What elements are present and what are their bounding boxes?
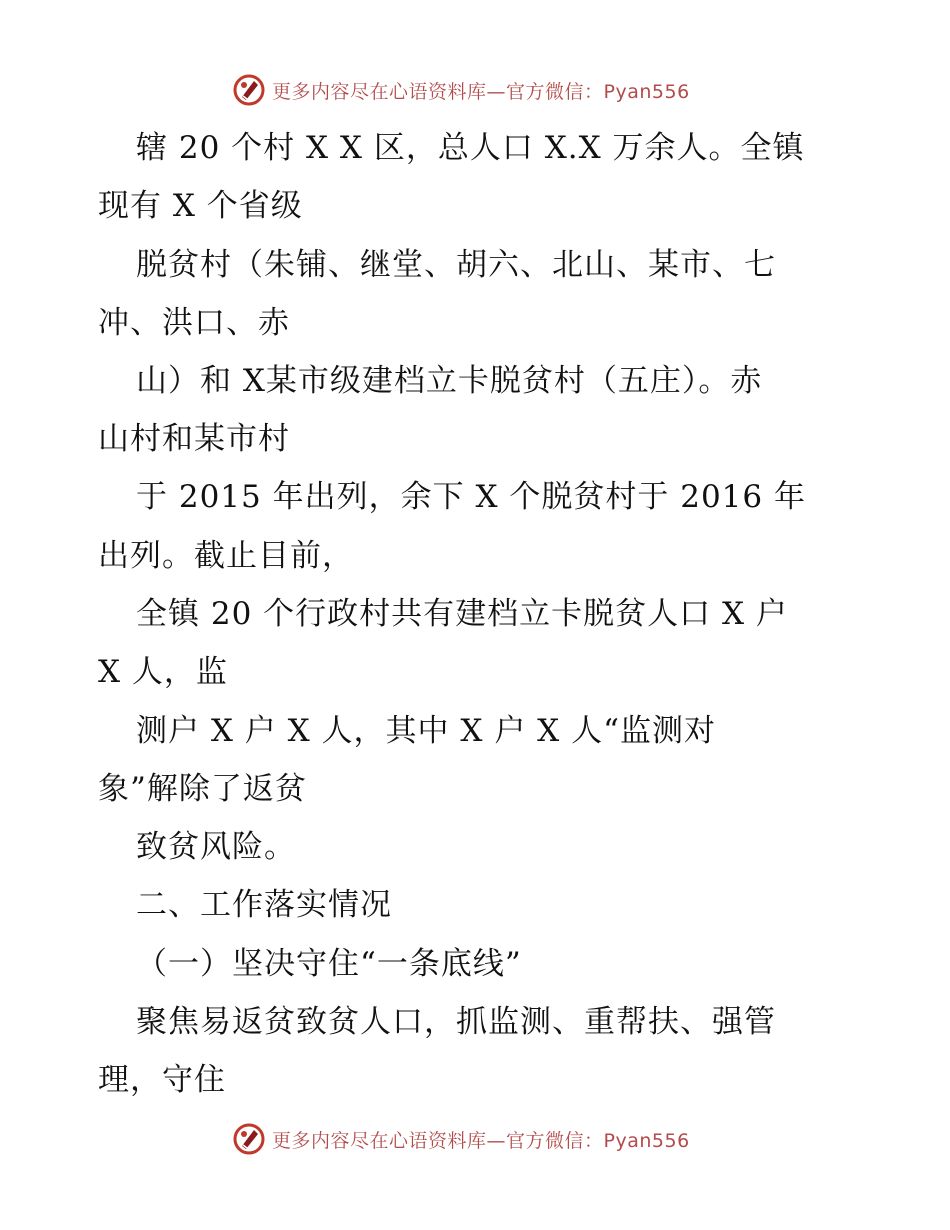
text-line: 现有 X 个省级: [98, 188, 303, 224]
text-line: 山）和 X某市级建档立卡脱贫村（五庄）。赤: [136, 363, 763, 399]
banner-text: 更多内容尽在心语资料库—官方微信：Pyan556: [272, 1129, 690, 1152]
subsection-heading: （一）坚决守住“一条底线”: [136, 946, 522, 982]
text-line: 出列。截止目前，: [98, 538, 354, 574]
text-line: 于 2015 年出列，余下 X 个脱贫村于 2016 年: [136, 479, 806, 515]
text-line: 冲、洪口、赤: [98, 305, 290, 341]
text-line: 脱贫村（朱铺、继堂、胡六、北山、某市、七: [136, 247, 776, 283]
text-line: 象”解除了返贫: [98, 771, 307, 807]
footer-banner: [232, 1121, 690, 1157]
banner-text: 更多内容尽在心语资料库—官方微信：Pyan556: [272, 80, 690, 103]
text-line: 全镇 20 个行政村共有建档立卡脱贫人口 X 户: [136, 596, 788, 632]
text-line: 辖 20 个村 X X 区，总人口 X.X 万余人。全镇: [136, 130, 805, 166]
text-line: 致贫风险。: [136, 829, 296, 865]
text-line: 测户 X 户 X 人，其中 X 户 X 人“监测对: [136, 713, 716, 749]
text-line: 山村和某市村: [98, 421, 290, 457]
text-line: X 人，监: [98, 654, 228, 690]
text-line: 理，守住: [98, 1062, 226, 1098]
pen-nib-logo-icon: [232, 1122, 266, 1156]
section-heading: 二、工作落实情况: [136, 887, 392, 923]
text-line: 聚焦易返贫致贫人口，抓监测、重帮扶、强管: [136, 1004, 776, 1040]
